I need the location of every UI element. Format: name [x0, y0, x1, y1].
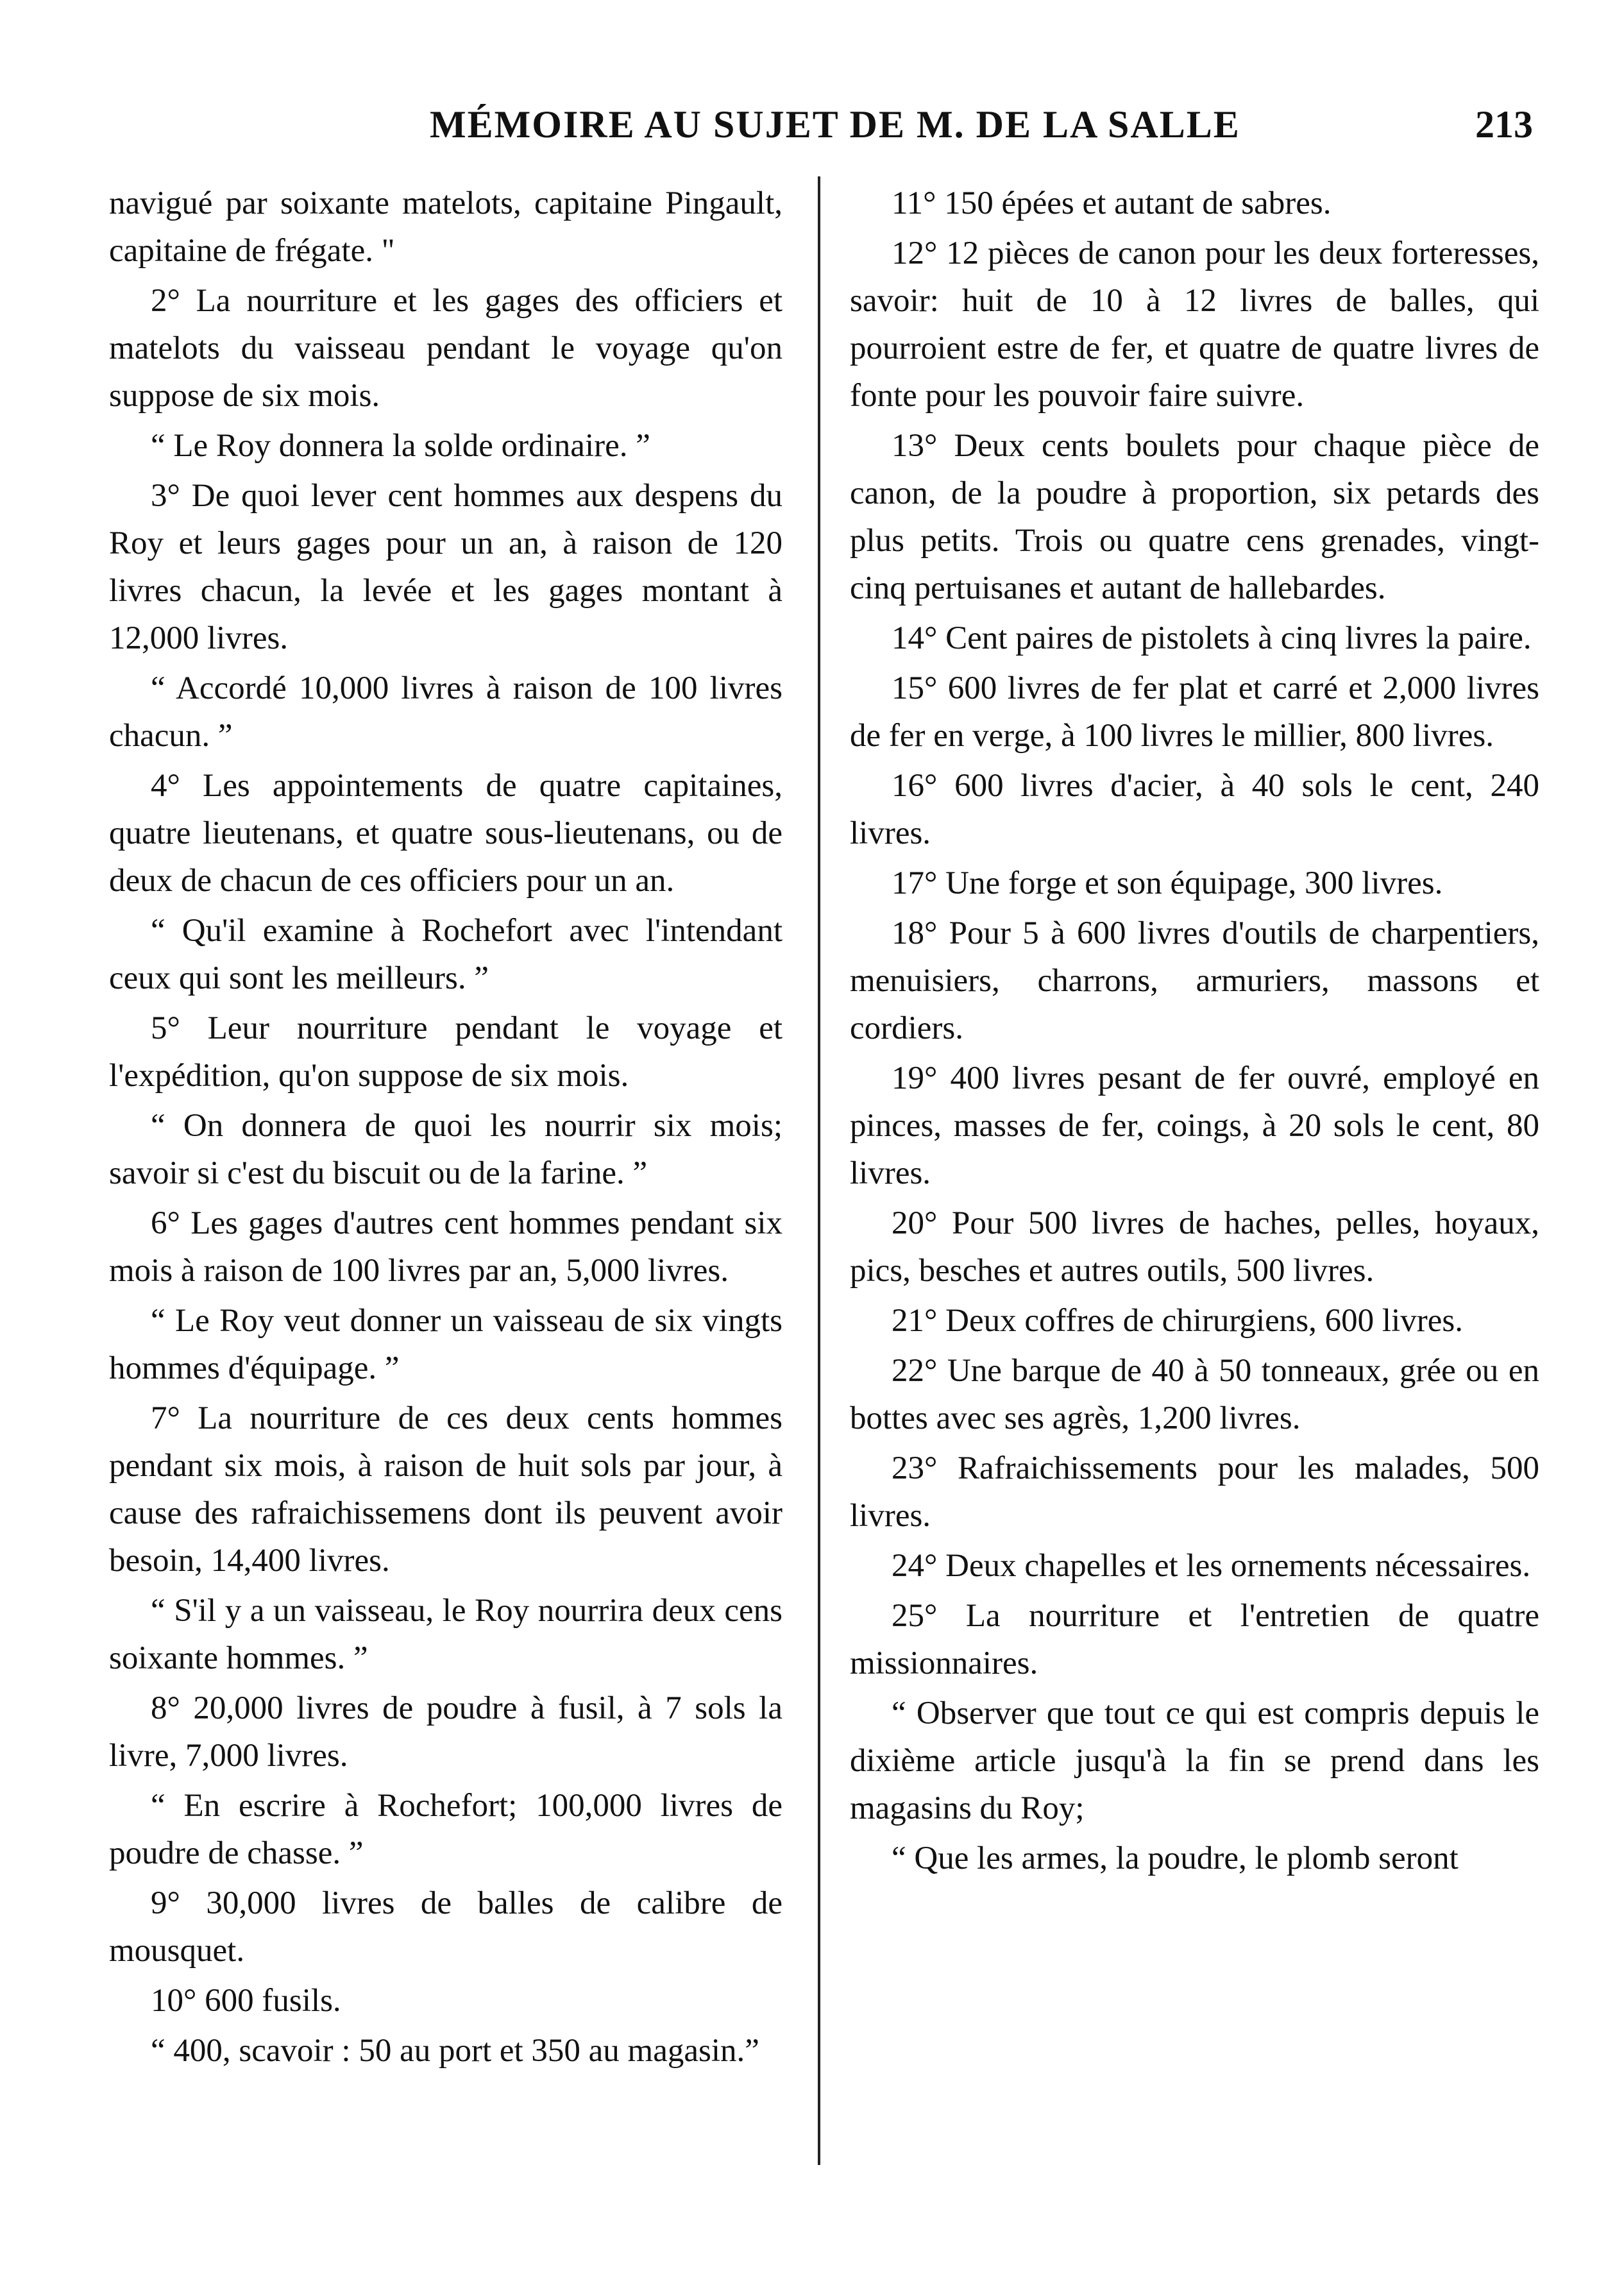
paragraph: 20° Pour 500 livres de haches, pelles, hoyaux, pics, besches et autres outils, 500 livres. [850, 1205, 1539, 1289]
right-column [850, 180, 1539, 1885]
paragraph: “ 400, scavoir : 50 au port et 350 au magasin.” [151, 2033, 759, 2069]
paragraph: 5° Leur nourriture pendant le voyage et l'expédition, qu'on suppose de six mois. [109, 1010, 782, 1094]
paragraph: “ On donnera de quoi les nourrir six mois; savoir si c'est du biscuit ou de la farine. ” [109, 1108, 782, 1191]
paragraph: 16° 600 livres d'acier, à 40 sols le cent, 240 livres. [850, 768, 1539, 851]
running-title: MÉMOIRE AU SUJET DE M. DE LA SALLE [430, 103, 1240, 146]
paragraph: 4° Les appointements de quatre capitaines, quatre lieutenans, et quatre sous-lieutenans, ou de deux de chacun de ces officiers pour un an. [109, 768, 782, 899]
paragraph: 2° La nourriture et les gages des officiers et matelots du vaisseau pendant le voyage qu'on suppose de six mois. [109, 283, 782, 414]
paragraph: 18° Pour 5 à 600 livres d'outils de charpentiers, menuisiers, charrons, armuriers, massons et cordiers. [850, 915, 1539, 1046]
paragraph: 11° 150 épées et autant de sabres. [892, 185, 1332, 221]
paragraph: “ Le Roy donnera la solde ordinaire. ” [151, 428, 650, 464]
paragraph: navigué par soixante matelots, capitaine Pingault, capitaine de frégate. " [109, 185, 782, 269]
paragraph: 17° Une forge et son équipage, 300 livres. [892, 865, 1443, 901]
paragraph: 19° 400 livres pesant de fer ouvré, employé en pinces, masses de fer, coings, à 20 sols le cent, 80 livres. [850, 1060, 1539, 1191]
paragraph: 10° 600 fusils. [151, 1983, 341, 2019]
left-column [109, 180, 782, 2077]
paragraph: “ En escrire à Rochefort; 100,000 livres de poudre de chasse. ” [109, 1788, 782, 1871]
paragraph: 23° Rafraichissements pour les malades, 500 livres. [850, 1450, 1539, 1534]
paragraph: 22° Une barque de 40 à 50 tonneaux, grée ou en bottes avec ses agrès, 1,200 livres. [850, 1353, 1539, 1436]
paragraph: “ S'il y a un vaisseau, le Roy nourrira deux cens soixante hommes. ” [109, 1593, 782, 1676]
page-header [96, 103, 1533, 160]
paragraph: 8° 20,000 livres de poudre à fusil, à 7 sols la livre, 7,000 livres. [109, 1690, 782, 1774]
paragraph: 25° La nourriture et l'entretien de quatre missionnaires. [850, 1598, 1539, 1681]
paragraph: “ Le Roy veut donner un vaisseau de six vingts hommes d'équipage. ” [109, 1303, 782, 1386]
column-divider [818, 176, 820, 2165]
paragraph: 15° 600 livres de fer plat et carré et 2,000 livres de fer en verge, à 100 livres le millier, 800 livres. [850, 670, 1539, 754]
paragraph: 14° Cent paires de pistolets à cinq livres la paire. [892, 620, 1532, 656]
paragraph: 6° Les gages d'autres cent hommes pendant six mois à raison de 100 livres par an, 5,000 livres. [109, 1205, 782, 1289]
paragraph: “ Accordé 10,000 livres à raison de 100 livres chacun. ” [109, 670, 782, 754]
paragraph: “ Observer que tout ce qui est compris depuis le dixième article jusqu'à la fin se prend dans les magasins du Roy; [850, 1695, 1539, 1826]
paragraph: 24° Deux chapelles et les ornements nécessaires. [892, 1548, 1531, 1584]
paragraph: 3° De quoi lever cent hommes aux despens du Roy et leurs gages pour un an, à raison de 120 livres chacun, la levée et les gages montant à 12,000 livres. [109, 478, 782, 656]
paragraph: 12° 12 pièces de canon pour les deux forteresses, savoir: huit de 10 à 12 livres de balles, qui pourroient estre de fer, et quatre de quatre livres de fonte pour les pouvoir faire suivre. [850, 235, 1539, 414]
paragraph: 7° La nourriture de ces deux cents hommes pendant six mois, à raison de huit sols par jour, à cause des rafraichissemens dont ils peuvent avoir besoin, 14,400 livres. [109, 1400, 782, 1579]
paragraph: 9° 30,000 livres de balles de calibre de mousquet. [109, 1885, 782, 1969]
paragraph: 13° Deux cents boulets pour chaque pièce de canon, de la poudre à proportion, six petards des plus petits. Trois ou quatre cens grenades, vingt-cinq pertuisanes et autant de hallebardes. [850, 428, 1539, 606]
page-number: 213 [1475, 103, 1533, 146]
paragraph: 21° Deux coffres de chirurgiens, 600 livres. [892, 1303, 1463, 1339]
paragraph: “ Qu'il examine à Rochefort avec l'intendant ceux qui sont les meilleurs. ” [109, 913, 782, 996]
paragraph: “ Que les armes, la poudre, le plomb seront [892, 1840, 1459, 1876]
